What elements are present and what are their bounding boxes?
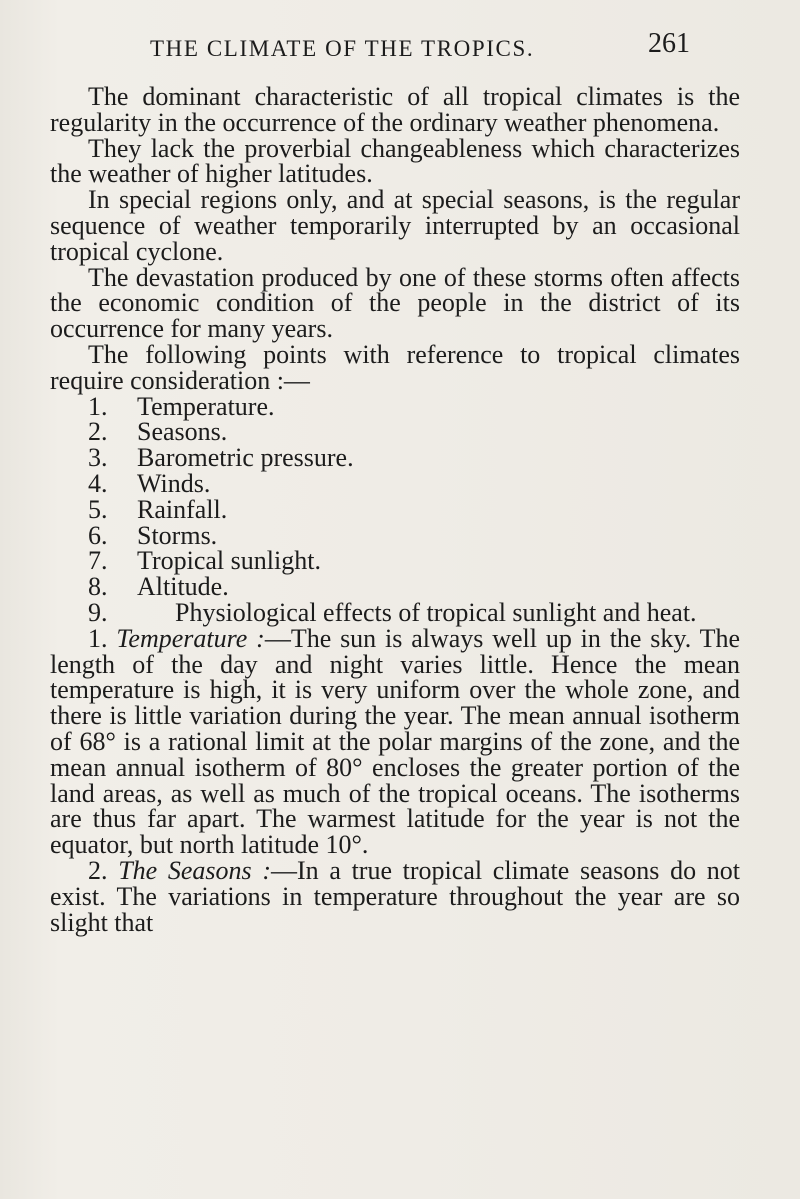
paragraph-following-points: The following points with reference to tropical climates require consideration :— — [50, 339, 740, 395]
section-heading: The Seasons : — [118, 855, 271, 885]
list-item-number: 9. — [88, 597, 108, 627]
list-item — [50, 494, 740, 524]
list-item-number: 4. — [88, 468, 108, 498]
list-item-label: Altitude. — [137, 572, 229, 602]
list-item-label: Seasons. — [137, 417, 228, 447]
list-item — [50, 520, 740, 550]
running-head — [150, 28, 690, 64]
list-item-label: Temperature. — [137, 391, 275, 421]
running-title: THE CLIMATE OF THE TROPICS. — [150, 36, 535, 61]
section-text: —The sun is always well up in the sky. The length of the day and night varies little. Hence the mean temperature is high, it is very uniform over the whole zone, and there is little variation during the year. The mean annual isotherm of 68° is a rational limit at the polar margins of the zone, and the mean annual isotherm of 80° encloses the greater portion of the land areas, as well as much of the tropical oceans. The isotherms are thus far apart. The warmest latitude for the year is not the equator, but north latitude 10°. — [50, 623, 741, 860]
section-heading: Temperature : — [116, 623, 265, 653]
section-seasons — [50, 855, 741, 937]
list-item-label: Storms. — [137, 520, 218, 550]
list-item-number: 2. — [88, 417, 108, 447]
page-number: 261 — [648, 28, 690, 59]
list-item — [50, 419, 740, 445]
list-item-number: 6. — [88, 520, 108, 550]
list-item-label: Winds. — [137, 468, 211, 498]
list-item-number: 5. — [88, 494, 108, 524]
body-text — [50, 84, 740, 935]
list-item-label: Physiological effects of tropical sunlight and heat. — [175, 597, 697, 627]
list-item — [50, 548, 740, 574]
section-number: 1. — [88, 623, 108, 653]
list-item — [50, 468, 740, 498]
paragraph-changeableness: They lack the proverbial changeableness which characterizes the weather of higher latitudes. — [50, 133, 740, 189]
list-item — [50, 574, 740, 600]
paragraph-special-regions: In special regions only, and at special seasons, is the regular sequence of weather temporarily interrupted by an occasional tropical cyclone. — [50, 185, 740, 266]
list-item-label: Rainfall. — [137, 494, 228, 524]
section-text: —In a true tropical climate seasons do not exist. The variations in temperature throughout the year are so slight that — [50, 855, 741, 937]
list-item — [50, 445, 740, 471]
list-item-label: Barometric pressure. — [137, 443, 354, 473]
paragraph-dominant-characteristic: The dominant characteristic of all tropical climates is the regularity in the occurrence of the ordinary weather phenomena. — [50, 82, 740, 137]
list-item-label: Tropical sunlight. — [137, 546, 321, 576]
list-item-number: 3. — [88, 443, 108, 473]
section-temperature — [50, 623, 741, 860]
list-item-number: 1. — [88, 391, 108, 421]
list-item-number: 7. — [88, 546, 108, 576]
considerations-list — [50, 391, 740, 627]
paragraph-devastation: The devastation produced by one of these storms often affects the economic condition of the people in the district of its occurrence for many years. — [50, 262, 740, 344]
list-item — [50, 597, 740, 627]
list-item-number: 8. — [88, 572, 108, 602]
section-number: 2. — [88, 855, 108, 885]
list-item — [50, 391, 740, 421]
